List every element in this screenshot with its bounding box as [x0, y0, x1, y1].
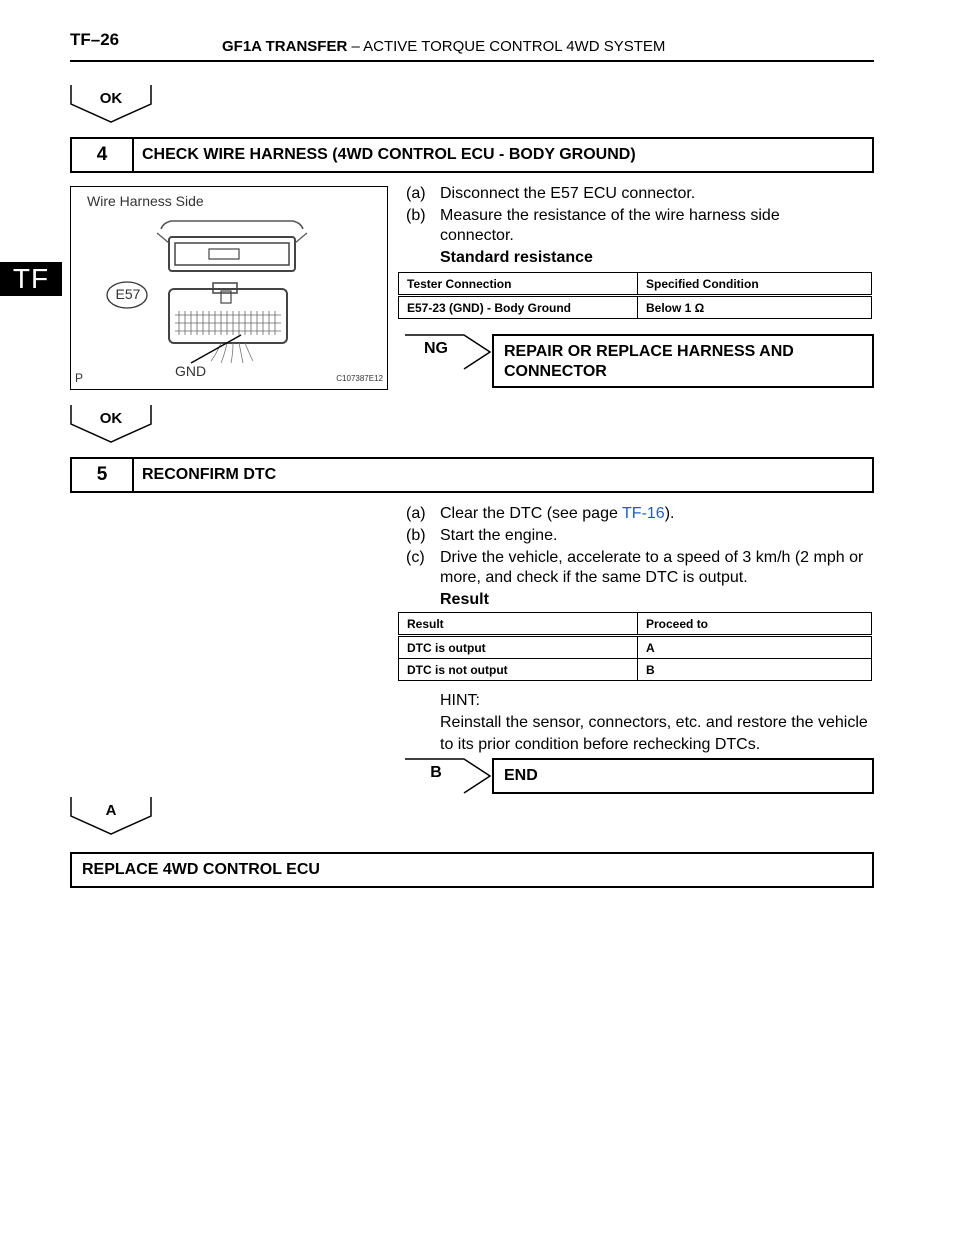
- instruction-item: [406, 184, 874, 204]
- result-table: [398, 612, 872, 681]
- figure-title: Wire Harness Side: [87, 193, 204, 209]
- table-cell: E57-23 (GND) - Body Ground: [399, 296, 638, 319]
- b-result-box: END: [492, 758, 874, 794]
- section-title-rest: – ACTIVE TORQUE CONTROL 4WD SYSTEM: [347, 38, 666, 55]
- table-header-cell: Result: [399, 613, 638, 636]
- item-text: Drive the vehicle, accelerate to a speed of 3 km/h (2 mph or more, and check if the same DTC is output.: [440, 549, 864, 586]
- table-cell: B: [638, 659, 872, 681]
- table-cell: DTC is not output: [399, 659, 638, 681]
- hint-block: [440, 690, 874, 756]
- flow-ok-label: OK: [99, 90, 123, 107]
- item-text: Clear the DTC (see page: [440, 505, 623, 522]
- flow-ng-marker: [404, 334, 492, 370]
- result-heading: Result: [440, 591, 489, 608]
- item-letter: (b): [406, 207, 426, 224]
- step-5-instructions: [406, 504, 874, 610]
- instruction-item: [406, 504, 874, 524]
- section-title: [222, 38, 665, 55]
- step-title: CHECK WIRE HARNESS (4WD CONTROL ECU - BODY GROUND): [142, 146, 636, 163]
- table-header-cell: Proceed to: [638, 613, 872, 636]
- table-row: [399, 659, 872, 681]
- flow-ok-marker: [70, 404, 154, 448]
- spec-heading: Standard resistance: [440, 249, 593, 266]
- item-text: Start the engine.: [440, 527, 558, 544]
- flow-b-marker: [404, 758, 492, 794]
- header-rule: [70, 60, 874, 62]
- table-header-cell: Specified Condition: [638, 273, 872, 296]
- table-row: [399, 296, 872, 319]
- step-number: 4: [72, 139, 134, 171]
- table-header-cell: Tester Connection: [399, 273, 638, 296]
- table-cell: Below 1 Ω: [638, 296, 872, 319]
- item-text: ).: [664, 505, 675, 522]
- item-letter: (b): [406, 527, 426, 544]
- flow-ok-marker: [70, 84, 154, 128]
- hint-label: HINT:: [440, 692, 480, 709]
- hint-text: Reinstall the sensor, connectors, etc. and restore the vehicle to its prior condition before rechecking DTCs.: [440, 714, 868, 753]
- flow-ng-label: NG: [424, 340, 448, 357]
- page-link[interactable]: TF-16: [622, 505, 665, 522]
- table-cell: DTC is output: [399, 636, 638, 659]
- item-letter: (a): [406, 505, 426, 522]
- step-4-instructions: [406, 184, 874, 268]
- flow-b-label: B: [430, 764, 442, 781]
- step-number: 5: [72, 459, 134, 491]
- resistance-table: [398, 272, 872, 319]
- flow-ok-label: OK: [99, 410, 123, 427]
- item-text: Disconnect the E57 ECU connector.: [440, 185, 696, 202]
- item-letter: (c): [406, 549, 425, 566]
- item-text: Measure the resistance of the wire harness side connector.: [440, 207, 780, 244]
- item-letter: (a): [406, 185, 426, 202]
- step-4-header: [70, 137, 874, 173]
- step-title: RECONFIRM DTC: [142, 466, 277, 483]
- step-5-header: [70, 457, 874, 493]
- section-title-bold: GF1A TRANSFER: [222, 38, 348, 55]
- figure-corner-mark: P: [75, 371, 84, 385]
- side-tab: TF: [0, 262, 62, 296]
- connector-label: E57: [115, 286, 141, 302]
- table-row: [399, 636, 872, 659]
- instruction-item: [406, 526, 874, 546]
- flow-a-marker: [70, 796, 154, 840]
- final-action-box: REPLACE 4WD CONTROL ECU: [70, 852, 874, 888]
- ng-result-box: REPAIR OR REPLACE HARNESS AND CONNECTOR: [492, 334, 874, 388]
- flow-a-label: A: [105, 802, 117, 819]
- instruction-item: [406, 206, 840, 246]
- table-header-row: [399, 273, 872, 296]
- page-code: TF–26: [70, 30, 120, 49]
- table-header-row: [399, 613, 872, 636]
- figure-code: C107387E12: [336, 374, 383, 383]
- table-cell: A: [638, 636, 872, 659]
- instruction-item: [406, 548, 874, 588]
- terminal-label: GND: [175, 363, 207, 379]
- connector-figure: [70, 186, 388, 390]
